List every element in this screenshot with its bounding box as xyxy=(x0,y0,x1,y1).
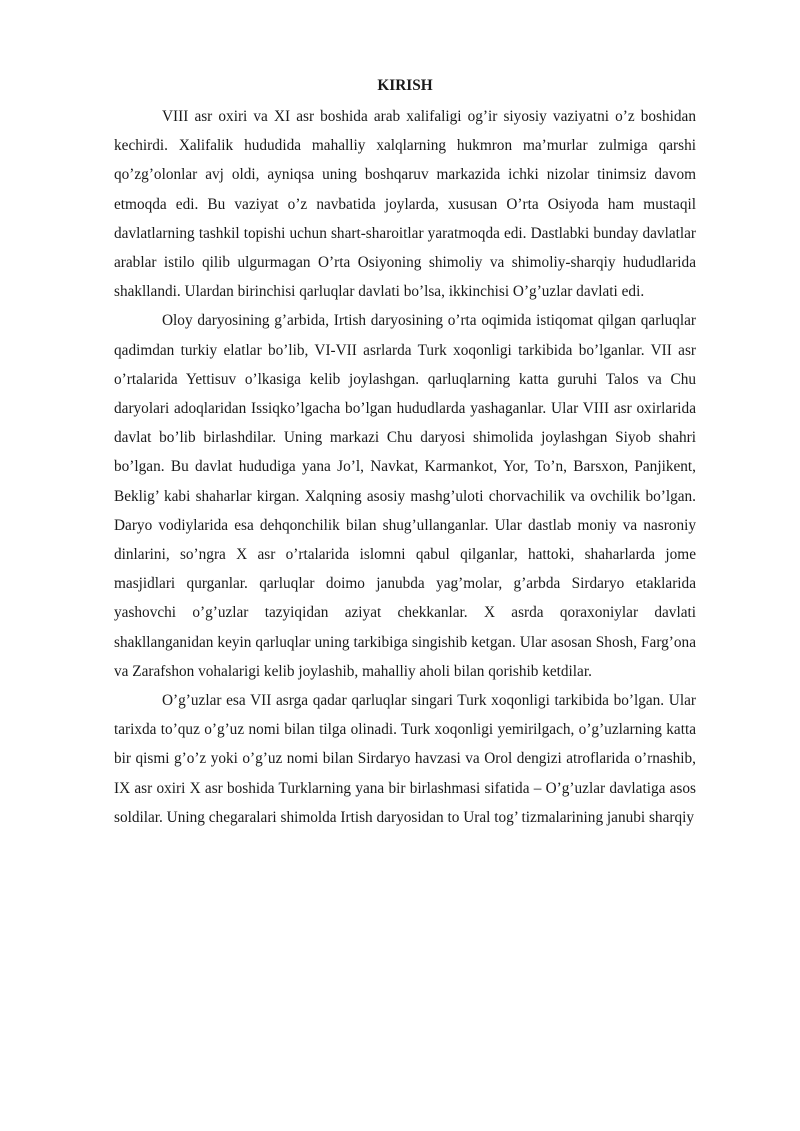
page-title: KIRISH xyxy=(377,77,433,94)
paragraph-2: Oloy daryosining g’arbida, Irtish daryosining o’rta oqimida istiqomat qilgan qarluqlar qadimdan turkiy elatlar bo’lib, VI-VII asrlarda Turk xoqonligi tarkibida bo’lganlar. VII asr o’rtalarida Yettisuv o’lkasiga kelib joylashgan. qarluqlarning katta guruhi Talos va Chu daryolari adoqlaridan Issiqko’lgacha bo’lgan hududlarda yashaganlar. Ular VIII asr oxirlarida davlat bo’lib birlashdilar. Uning markazi Chu daryosi shimolida joylashgan Siyob shahri bo’lgan. Bu davlat hududiga yana Jo’l, Navkat, Karmankot, Yor, To’n, Barsxon, Panjikent, Beklig’ kabi shaharlar kirgan. Xalqning asosiy mashg’uloti chorvachilik va ovchilik bo’lgan. Daryo vodiylarida esa dehqonchilik bilan shug’ullanganlar. Ular dastlab moniy va nasroniy dinlarini, so’ngra X asr o’rtalarida islomni qabul qilganlar, hattoki, shaharlarda jome masjidlari qurganlar. qarluqlar doimo janubda yag’molar, g’arbda Sirdaryo etaklarida yashovchi o’g’uzlar tazyiqidan aziyat chekkanlar. X asrda qoraxoniylar davlati shakllanganidan keyin qarluqlar uning tarkibiga singishib ketgan. Ular asosan Shosh, Farg’ona va Zarafshon vohalarigi kelib joylashib, mahalliy aholi bilan qorishib ketdilar. xyxy=(114,312,696,680)
document-page xyxy=(114,70,696,832)
paragraph-3: O’g’uzlar esa VII asrga qadar qarluqlar singari Turk xoqonligi tarkibida bo’lgan. Ular tarixda to’quz o’g’uz nomi bilan tilga olinadi. Turk xoqonligi yemirilgach, o’g’uzlarning katta bir qismi g’o’z yoki o’g’uz nomi bilan Sirdaryo havzasi va Orol dengizi atroflarida o’rnashib, IX asr oxiri X asr boshida Turklarning yana bir birlashmasi sifatida – O’g’uzlar davlatiga asos soldilar. Uning chegaralari shimolda Irtish daryosidan to Ural tog’ tizmalarining janubi sharqiy xyxy=(114,692,696,826)
paragraph-1: VIII asr oxiri va XI asr boshida arab xalifaligi og’ir siyosiy vaziyatni o’z boshidan kechirdi. Xalifalik hududida mahalliy xalqlarning hukmron ma’murlar zulmiga qarshi qo’zg’olonlar avj oldi, ayniqsa uning boshqaruv markazida ichki nizolar tinimsiz davom etmoqda edi. Bu vaziyat o’z navbatida joylarda, xususan O’rta Osiyoda ham mustaqil davlatlarning tashkil topishi uchun shart-sharoitlar yaratmoqda edi. Dastlabki bunday davlatlar arablar istilo qilib ulgurmagan O’rta Osiyoning shimoliy va shimoliy-sharqiy hududlarida shakllandi. Ulardan birinchisi qarluqlar davlati bo’lsa, ikkinchisi O’g’uzlar davlati edi. xyxy=(114,108,696,301)
